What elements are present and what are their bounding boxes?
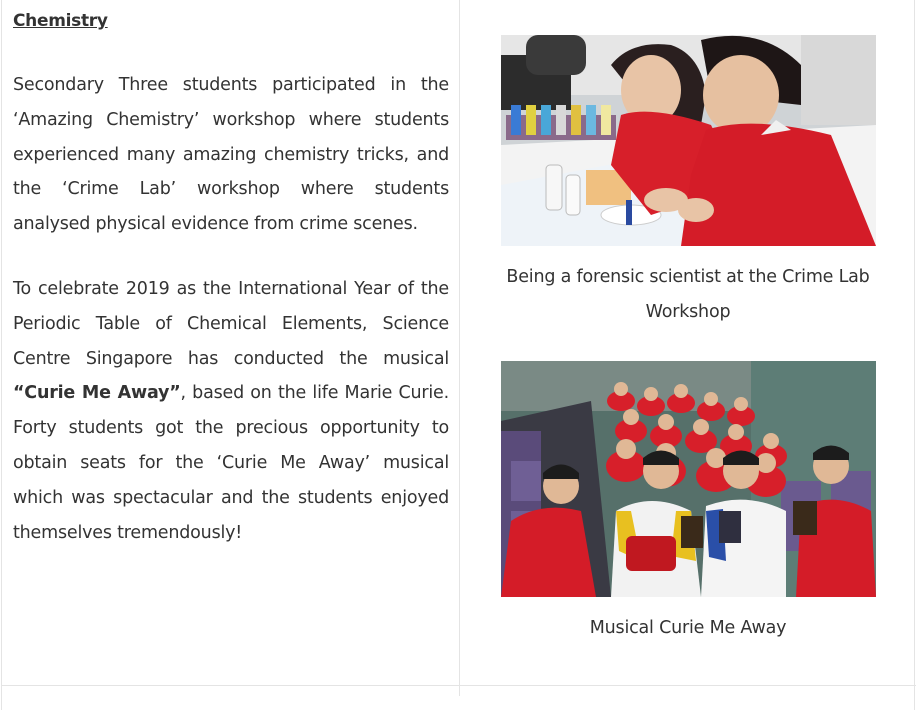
musical-photo: [501, 361, 876, 597]
column-divider: [459, 0, 460, 696]
crime-lab-caption: Being a forensic scientist at the Crime Lab Workshop: [506, 267, 870, 322]
paragraph-musical-text-start: To celebrate 2019 as the International Year of the Periodic Table of Chemical Elements, Science Centre Singapore has conducted the musical: [13, 278, 449, 369]
paragraph-workshops: Secondary Three students participated in the ‘Amazing Chemistry’ workshop where students experienced many amazing chemistry tricks, and the ‘Crime Lab’ workshop where students analysed physical evidence from crime scenes.: [13, 75, 449, 235]
musical-title-bold: “Curie Me Away”: [13, 383, 181, 404]
text-cell: [13, 6, 449, 550]
crime-lab-photo: [501, 35, 876, 246]
section-heading: Chemistry: [13, 11, 108, 31]
paragraph-musical: [13, 272, 449, 550]
row-divider: [2, 685, 916, 686]
musical-caption: Musical Curie Me Away: [589, 618, 787, 638]
content-table: [1, 0, 915, 710]
paragraph-musical-text-end: , based on the life Marie Curie. Forty students got the precious opportunity to obtain seats for the ‘Curie Me Away’ musical which was spectacular and the students enjoyed themselves tremendously!: [13, 383, 449, 543]
